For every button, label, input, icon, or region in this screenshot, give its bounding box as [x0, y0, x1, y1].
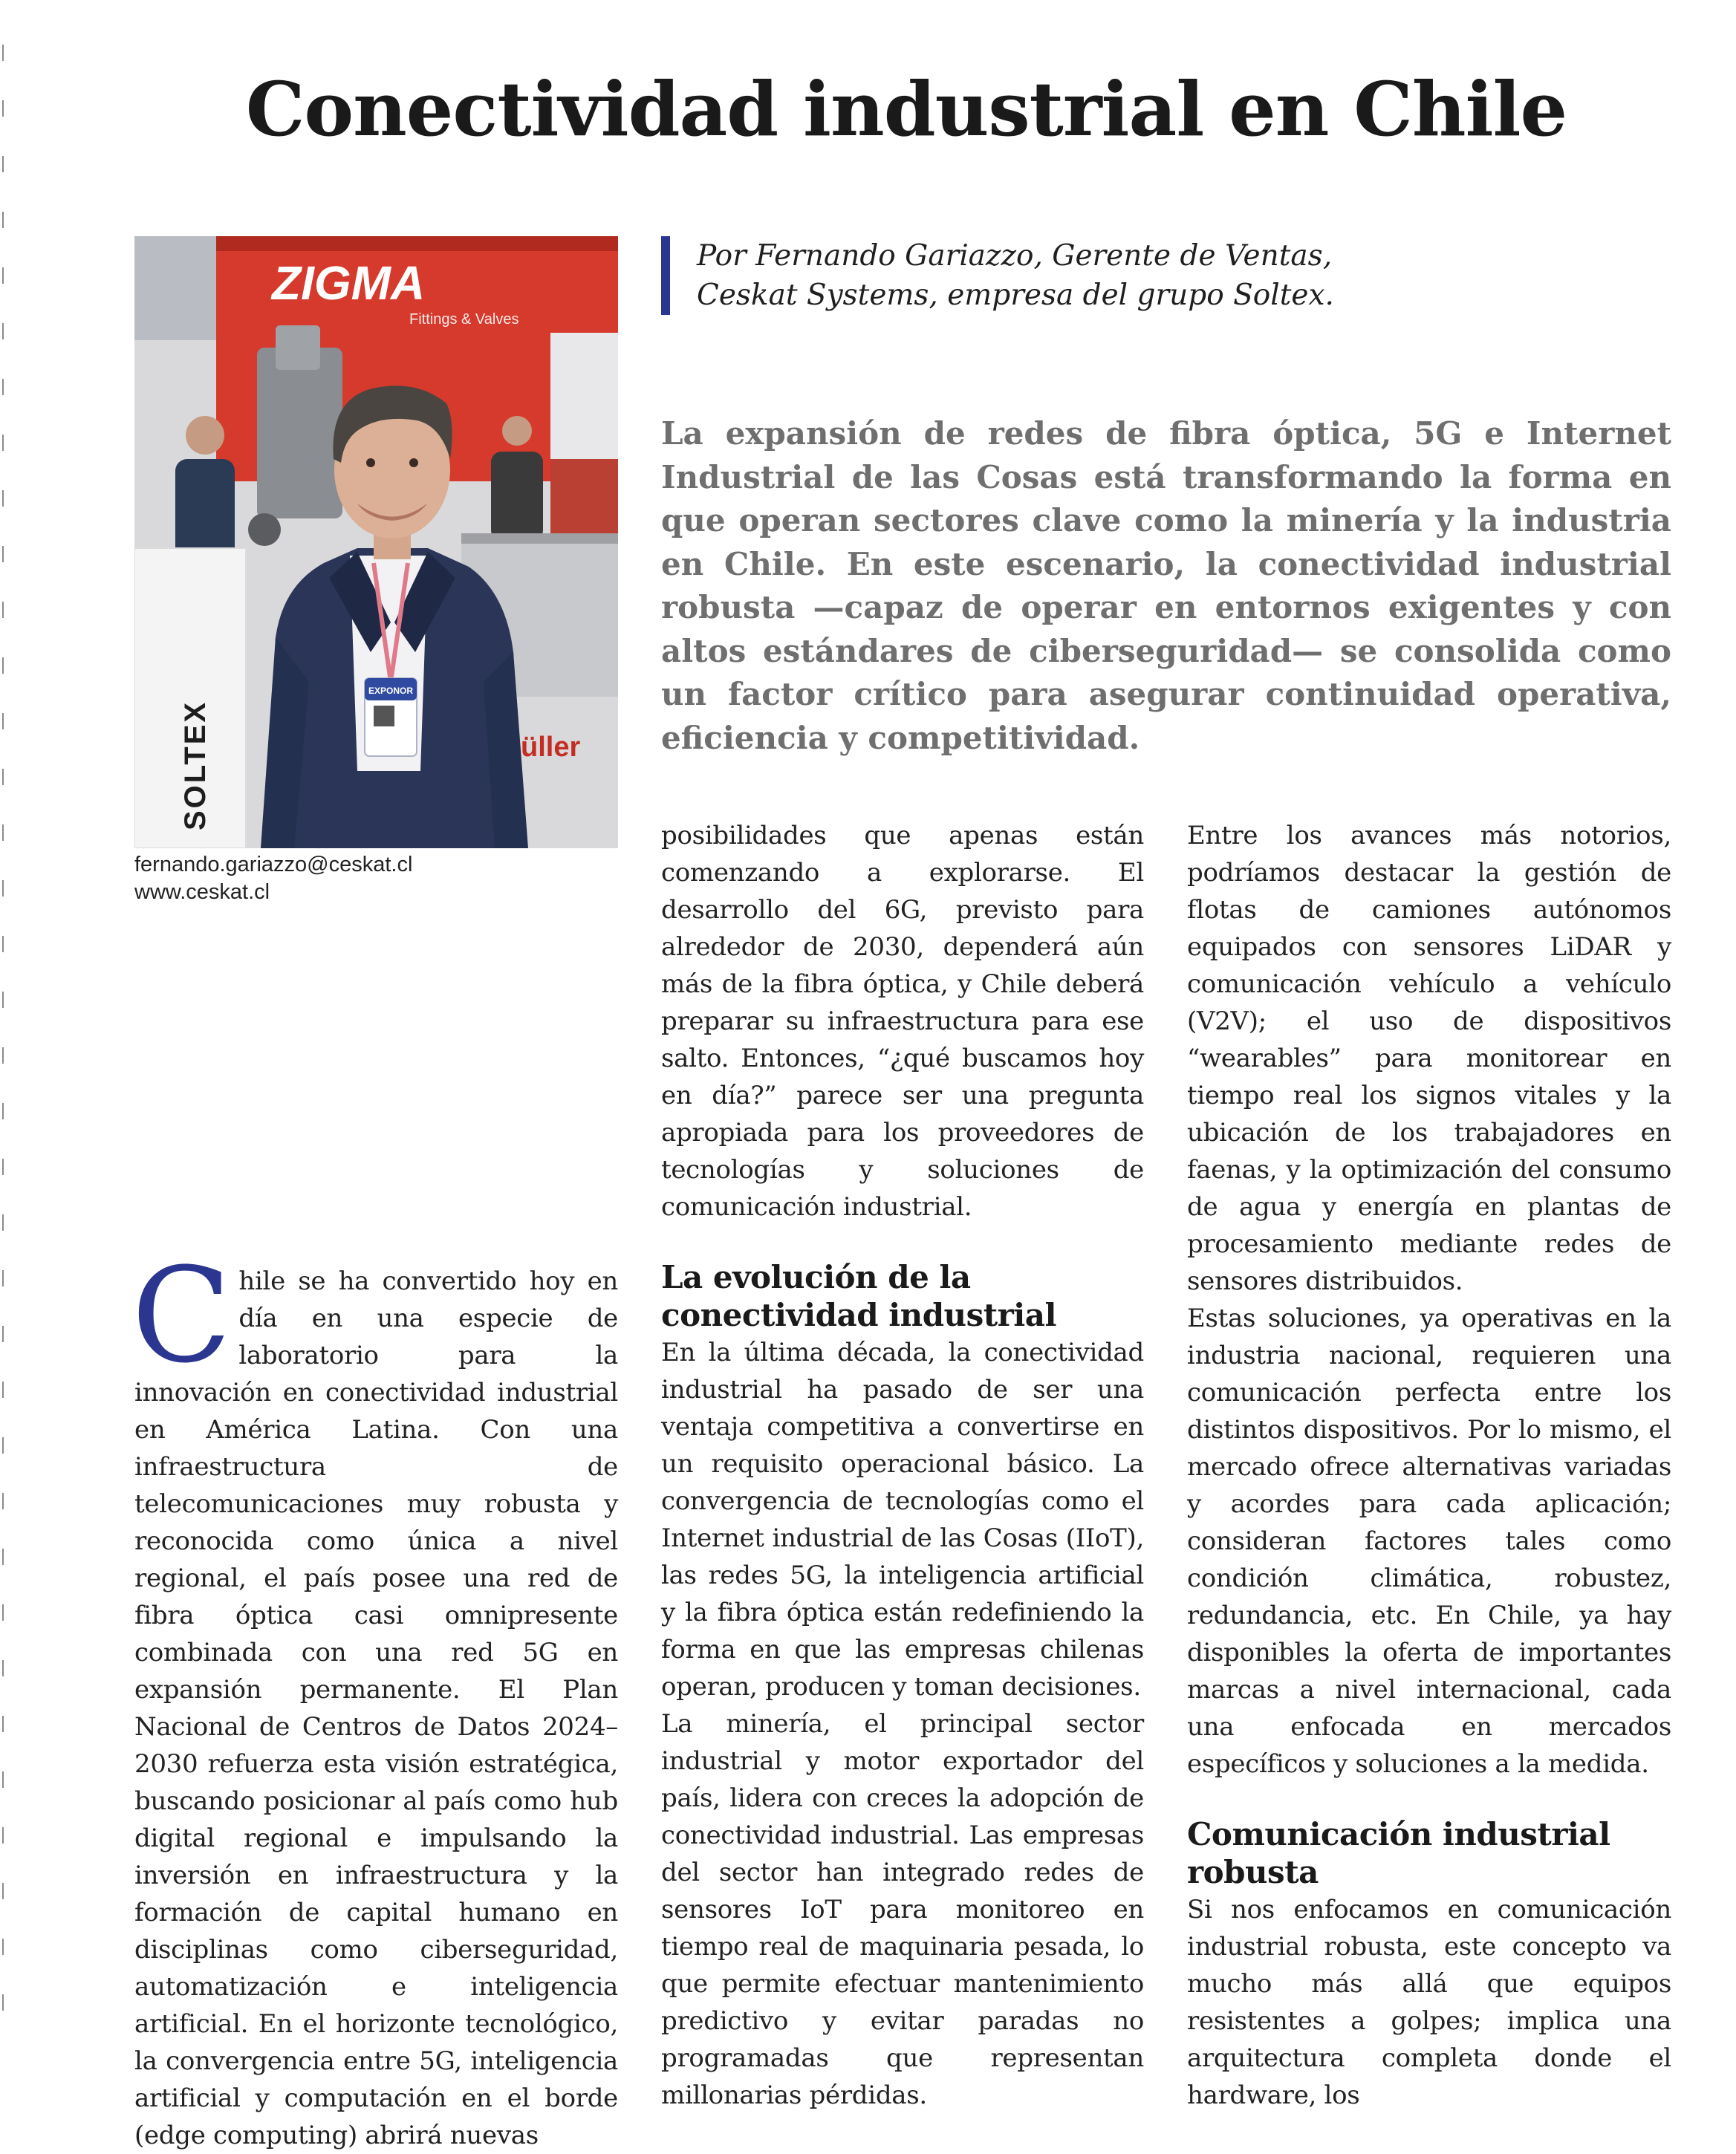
section-heading-evolucion: La evolución de la conectividad industrial [661, 1259, 1056, 1333]
author-website[interactable]: www.ceskat.cl [134, 880, 270, 904]
col3-paragraph-3: Si nos enfocamos en comunicación industrial robusta, este concepto va mucho más allá que equipos resistentes a golpes; implica una arquitectura completa donde el hardware, los [1187, 1895, 1671, 2110]
col3-paragraph-2: Estas soluciones, ya operativas en la industria nacional, requieren una comunicación perfecta entre los distintos dispositivos. Por lo mismo, el mercado ofrece alternativas variadas y acordes para cada aplicación; consideran factores tales como condición climática, robustez, redundancia, etc. En Chile, ya hay disponibles la oferta de importantes marcas a nivel internacional, cada una enfocada en mercados específicos y soluciones a la medida. [1187, 1304, 1671, 1779]
booth-subtitle: Fittings & Valves [409, 311, 519, 328]
col2-paragraph-2: En la última década, la conectividad industrial ha pasado de ser una ventaja competitiva a convertirse en un requisito operacional básico. La convergencia de tecnologías como el Internet industrial de las Cosas (IIoT), las redes 5G, la inteligencia artificial y la fibra óptica están redefiniendo la forma en que las empresas chilenas operan, producen y toman decisiones. [661, 1338, 1144, 1702]
crop-marks [0, 0, 7, 2032]
body-column-2 [661, 817, 1144, 2114]
byline [661, 236, 1671, 315]
article-title: Conectividad industrial en Chile [245, 65, 1567, 153]
booth-sign: ZIGMA [272, 256, 426, 310]
body-column-1 [131, 1240, 618, 2154]
badge-label: EXPONOR [368, 686, 414, 696]
section-heading-comunicacion: Comunicación industrial robusta [1187, 1816, 1610, 1890]
col3-paragraph-1: Entre los avances más notorios, podríamos destacar la gestión de flotas de camiones autónomos equipados con sensores LiDAR y comunicación vehículo a vehículo (V2V); el uso de dispositivos “wearables” para monitorear en tiempo real los signos vitales y la ubicación de los trabajadores en faenas, y la optimización del consumo de agua y energía en plantas de procesamiento mediante redes de sensores distribuidos. [1187, 821, 1671, 1296]
lead-paragraph: La expansión de redes de fibra óptica, 5G e Internet Industrial de las Cosas está transformando la forma en que operan sectores clave como la minería y la industria en Chile. En este escenario, la conectividad industrial robusta —capaz de operar en entornos exigentes y con altos estándares de ciberseguridad— se consolida como un factor crítico para asegurar continuidad operativa, eficiencia y competitividad. [661, 415, 1671, 756]
col2-paragraph-3: La minería, el principal sector industrial y motor exportador del país, lidera con creces la adopción de conectividad industrial. Las empresas del sector han integrado redes de sensores IoT para monitoreo en tiempo real de maquinaria pesada, lo que permite efectuar mantenimiento predictivo y evitar paradas no programadas que representan millonarias pérdidas. [661, 1709, 1144, 2110]
body-column-3 [1187, 817, 1671, 2114]
col1-paragraph-1-text: hile se ha convertido hoy en día en una especie de laboratorio para la innovación en conectividad industrial en América Latina. Con una infraestructura de telecomunicaciones muy robusta y reconocida como única a nivel regional, el país posee una red de fibra óptica casi omnipresente combinada con una red 5G en expansión permanente. El Plan Nacional de Centros de Datos 2024–2030 refuerza esta visión estratégica, buscando posicionar al país como hub digital regional e impulsando la inversión en infraestructura y la formación de capital humano en disciplinas como ciberseguridad, automatización e inteligencia artificial. En el horizonte tecnológico, la convergencia entre 5G, inteligencia artificial y computación en el borde (edge computing) abrirá nuevas [134, 1266, 618, 2150]
byline-line-2: Ceskat Systems, empresa del grupo Soltex. [697, 279, 1334, 312]
author-email[interactable]: fernando.gariazzo@ceskat.cl [134, 853, 413, 876]
author-contact [134, 851, 618, 906]
corner-brand: üller [521, 732, 581, 763]
col2-paragraph-1: posibilidades que apenas están comenzando a explorarse. El desarrollo del 6G, previsto para alrededor de 2030, dependerá aún más de la fibra óptica, y Chile deberá preparar su infraestructura para ese salto. Entonces, “¿qué buscamos hoy en día?” parece ser una pregunta apropiada para los proveedores de tecnologías y soluciones de comunicación industrial. [661, 821, 1144, 1222]
byline-line-1: Por Fernando Gariazzo, Gerente de Ventas, [697, 239, 1333, 273]
soltex-banner: SOLTEX [179, 700, 212, 830]
drop-cap: C [131, 1240, 232, 1392]
author-photo [134, 236, 618, 848]
col1-paragraph-1 [131, 1240, 618, 2154]
